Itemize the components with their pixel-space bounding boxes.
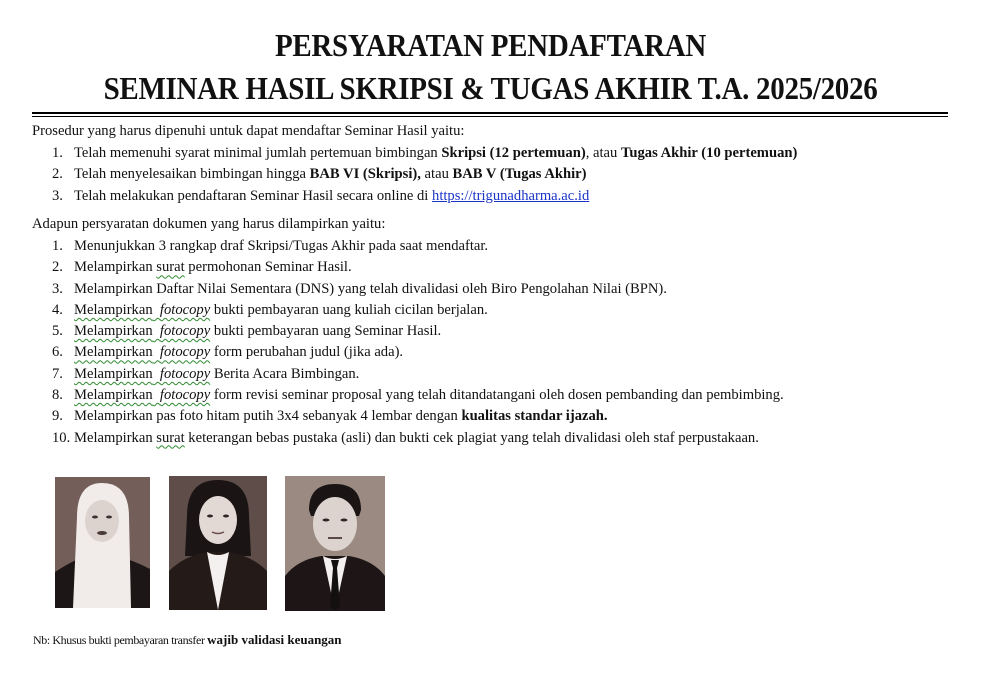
item-text: atau [420,166,453,183]
item-number: 2. [52,259,63,276]
document-item-7 [52,364,784,385]
italic-fotocopy: fotocopy [159,387,211,404]
example-photo-3 [285,476,385,611]
item-text: Telah memenuhi syarat minimal jumlah pertemuan bimbingan [74,145,442,161]
footnote [33,632,342,648]
title-divider-thick [32,112,948,114]
item-text: keterangan bebas pustaka (asli) dan bukti cek plagiat yang telah divalidasi oleh staf perpustakaan. [184,429,759,446]
item-number: 3. [52,187,63,204]
item-bold-kualitas: kualitas standar ijazah. [461,408,608,425]
document-item-1 [52,236,784,257]
example-photo-1 [55,477,150,608]
registration-link[interactable]: https://trigunadharma.ac.id [432,187,590,204]
document-item-4 [52,300,784,321]
item-bold-bab-v: BAB V (Tugas Akhir) [452,166,587,183]
woman-portrait-icon [169,476,267,610]
document-item-6 [52,342,784,363]
spellcheck-word: Melampirkan [74,365,153,382]
item-text: Melampirkan [74,259,157,276]
item-bold-bab-vi: BAB VI (Skripsi), [309,166,421,183]
item-bold-tugas-akhir: Tugas Akhir (10 pertemuan) [620,145,798,161]
item-text: Berita Acara Bimbingan. [210,365,360,382]
item-number: 6. [52,344,63,361]
footnote-bold: wajib validasi keuangan [207,632,342,647]
italic-fotocopy: fotocopy [159,323,211,340]
italic-fotocopy: fotocopy [159,301,211,318]
procedure-item-1 [52,143,797,164]
item-text: form perubahan judul (jika ada). [210,344,404,361]
item-text: Menunjukkan 3 rangkap draf Skripsi/Tugas Akhir pada saat mendaftar. [74,238,489,254]
document-item-9 [52,406,784,427]
item-number: 1. [52,145,63,161]
item-text: form revisi seminar proposal yang telah ditandatangani oleh dosen pembanding dan pembimbing. [210,387,784,404]
item-number: 4. [52,301,63,318]
item-text: Melampirkan Daftar Nilai Sementara (DNS) yang telah divalidasi oleh Biro Pengolahan Nilai (BPN). [74,280,667,297]
documents-intro: Adapun persyaratan dokumen yang harus dilampirkan yaitu: [32,216,386,232]
item-text: bukti pembayaran uang Seminar Hasil. [210,323,442,340]
item-text: Telah menyelesaikan bimbingan hingga [74,166,310,183]
document-item-3 [52,279,784,300]
item-number: 7. [52,365,63,382]
document-item-8 [52,385,784,406]
item-text: bukti pembayaran uang kuliah cicilan berjalan. [210,301,488,318]
documents-list [52,236,784,449]
item-text: , atau [585,145,621,161]
spellcheck-word: Melampirkan [74,301,153,318]
procedure-intro: Prosedur yang harus dipenuhi untuk dapat mendaftar Seminar Hasil yaitu: [32,123,465,139]
spellcheck-word: surat [156,429,185,446]
item-text: Telah melakukan pendaftaran Seminar Hasil secara online di [74,187,433,204]
procedure-item-2 [52,164,797,185]
spellcheck-word: surat [156,259,185,276]
item-text: permohonan Seminar Hasil. [184,259,352,276]
spellcheck-word: Melampirkan [74,344,153,361]
item-number: 10. [52,429,71,446]
item-number: 9. [52,408,63,425]
procedure-list [52,143,797,207]
item-bold-skripsi: Skripsi (12 pertemuan) [441,145,586,161]
page-title-line-1: PERSYARATAN PENDAFTARAN [274,28,707,64]
spellcheck-word: Melampirkan [74,387,153,404]
item-text: Melampirkan pas foto hitam putih 3x4 sebanyak 4 lembar dengan [74,408,462,425]
italic-fotocopy: fotocopy [159,365,211,382]
italic-fotocopy: fotocopy [159,344,211,361]
document-item-5 [52,321,784,342]
man-portrait-icon [285,476,385,611]
document-item-2 [52,257,784,278]
procedure-item-3 [52,186,797,207]
document-item-10 [52,428,784,449]
example-photo-2 [169,476,267,610]
item-number: 5. [52,323,63,340]
item-number: 2. [52,166,63,183]
footnote-text: Nb: Khusus bukti pembayaran transfer [33,633,208,647]
spellcheck-word: Melampirkan [74,323,153,340]
item-number: 1. [52,238,63,254]
page-title-line-2: SEMINAR HASIL SKRIPSI & TUGAS AKHIR T.A. 2025/2026 [103,71,878,107]
item-text: Melampirkan [74,429,157,446]
title-divider-thin [32,116,948,117]
item-number: 8. [52,387,63,404]
item-number: 3. [52,280,63,297]
hijab-woman-portrait-icon [55,477,150,608]
